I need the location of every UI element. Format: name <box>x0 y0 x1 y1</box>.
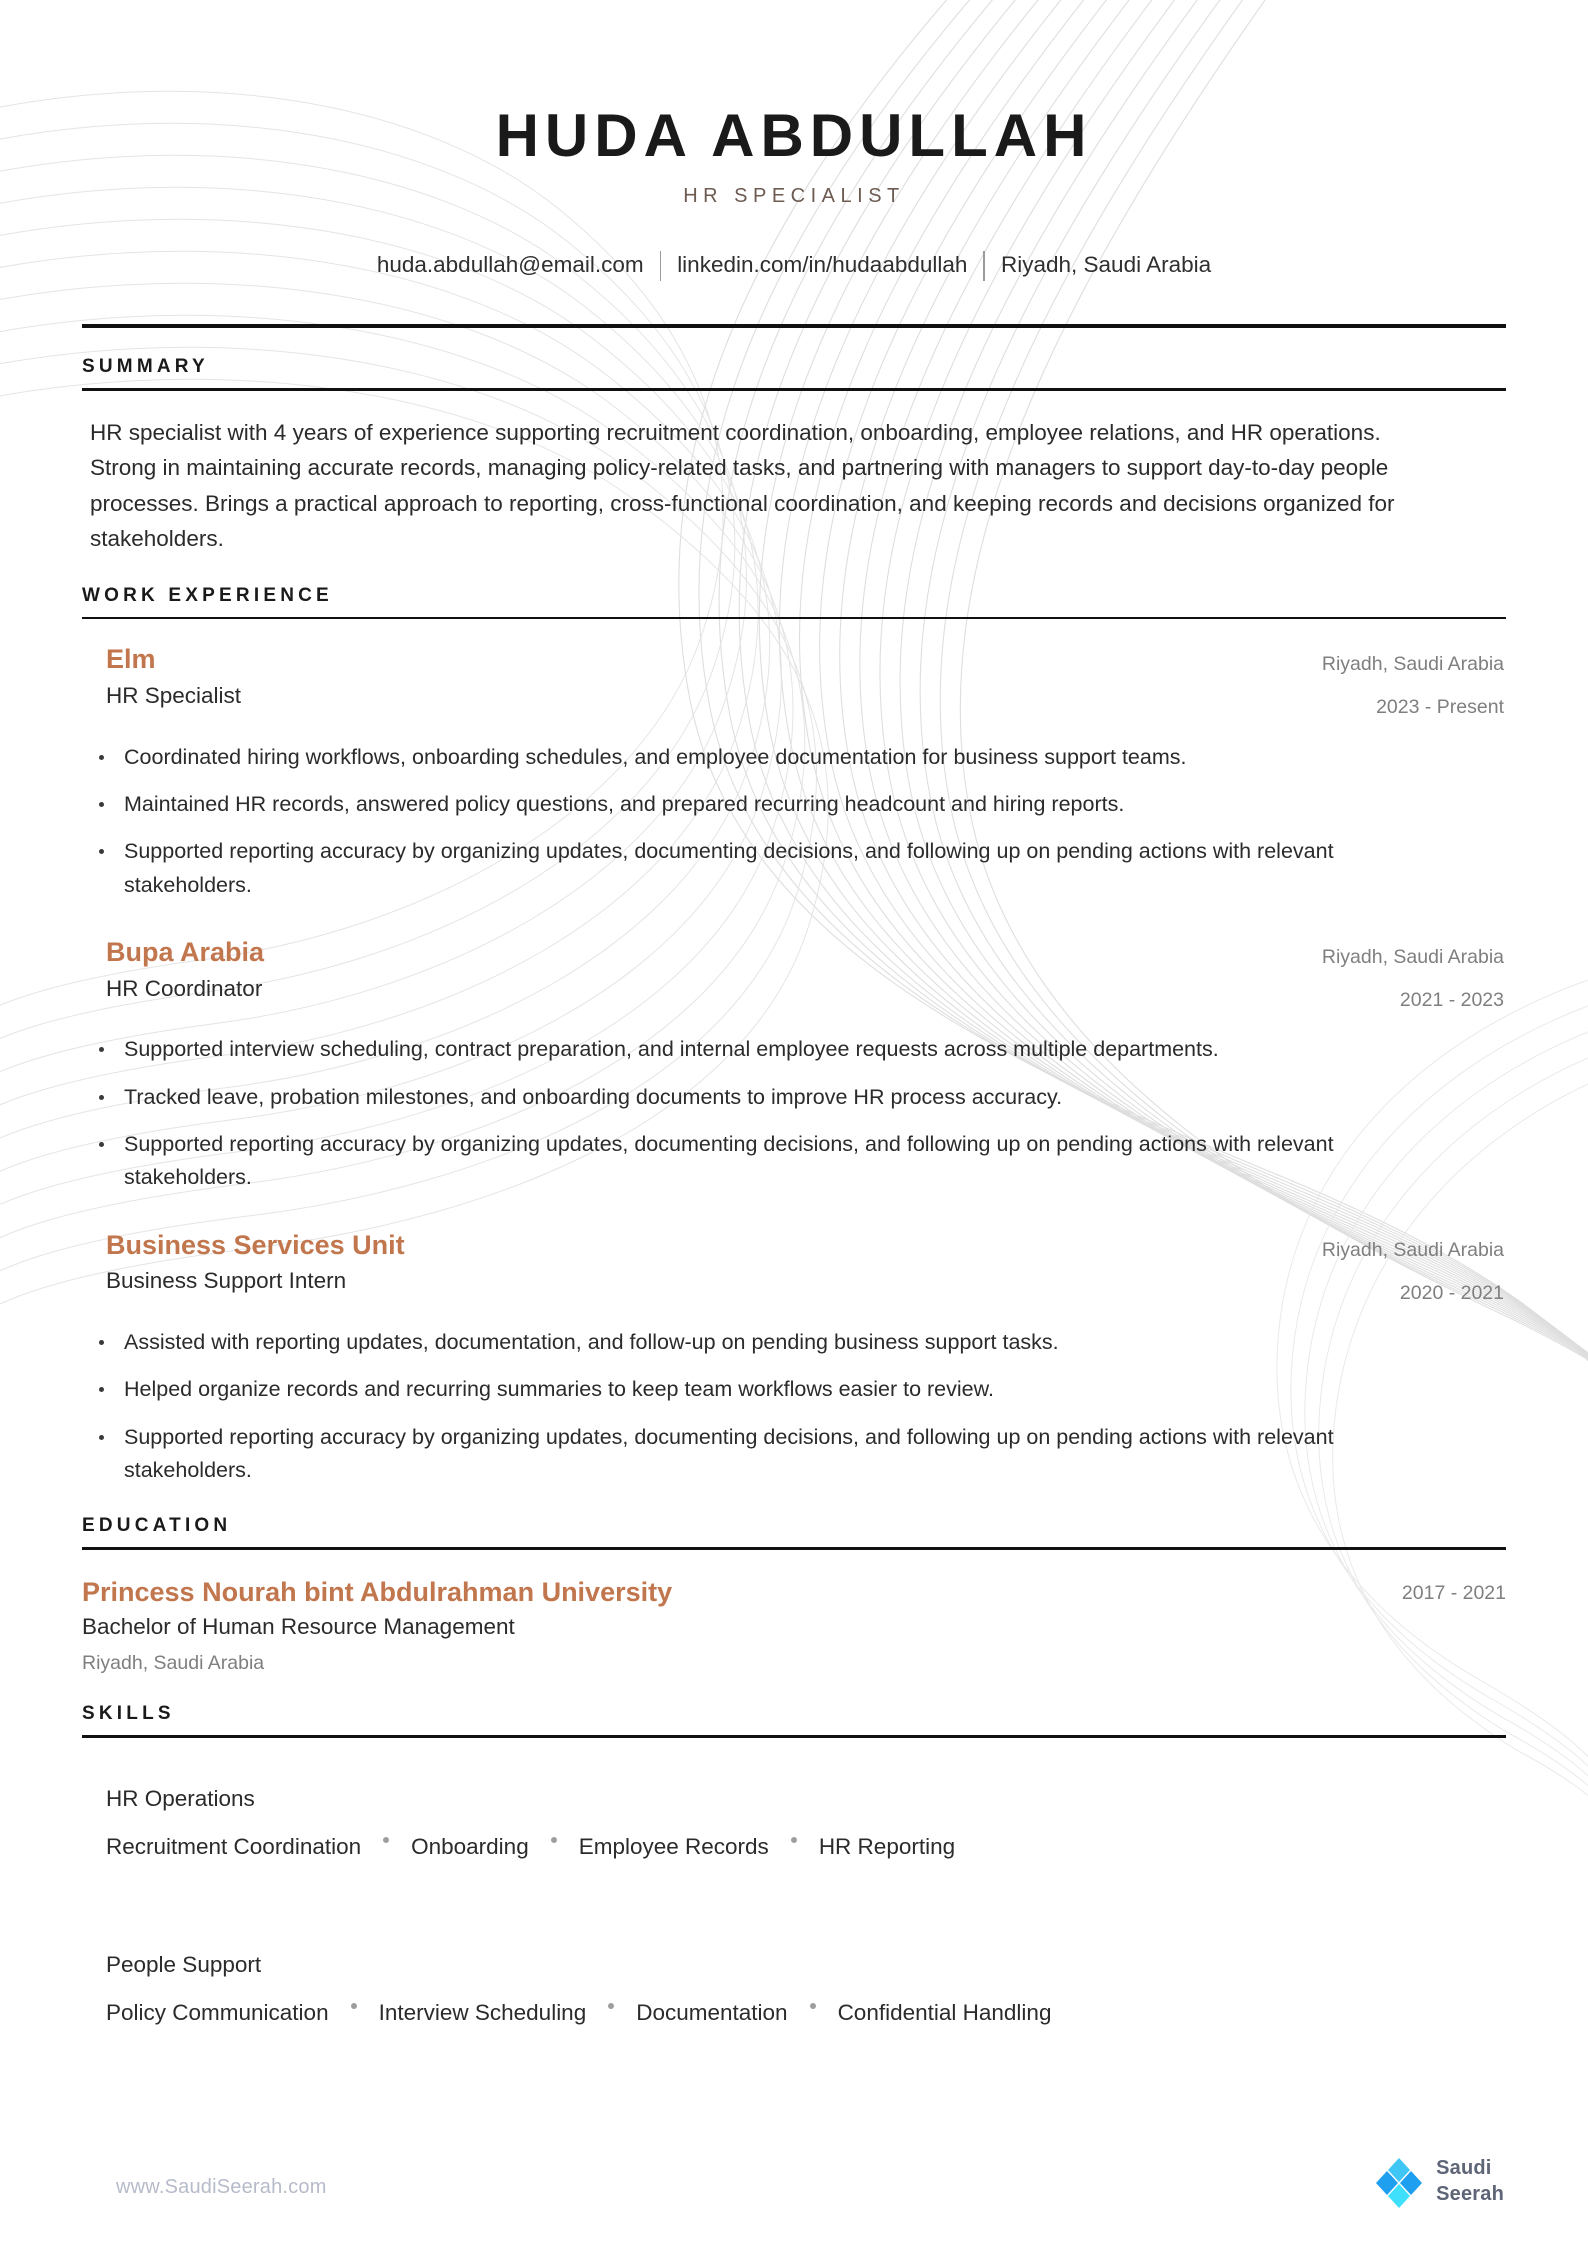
resume-header <box>0 0 1588 280</box>
experience-bullets <box>82 1326 1506 1487</box>
experience-location: Riyadh, Saudi Arabia <box>1321 945 1504 968</box>
contact-info-row <box>0 250 1588 280</box>
skills-section-heading: SKILLS <box>82 1703 175 1725</box>
experience-role: HR Coordinator <box>106 975 263 1001</box>
experience-item-right <box>1322 936 1506 1015</box>
skill-item: Documentation <box>636 1999 788 2025</box>
skills-section <box>82 1675 1506 2026</box>
skill-item: Policy Communication <box>106 1999 329 2025</box>
experience-bullet: Supported reporting accuracy by organizing updates, documenting decisions, and following up on pending actions with relevant stakeholders. <box>82 835 1414 902</box>
experience-list <box>82 643 1506 1487</box>
education-item <box>82 1576 1506 1675</box>
experience-item-header <box>82 1229 1506 1308</box>
experience-section <box>82 557 1506 1488</box>
experience-item-left <box>82 643 241 710</box>
experience-bullets <box>82 1033 1506 1194</box>
experience-item-header <box>82 643 1506 722</box>
brand-name-line2: Seerah <box>1436 2183 1504 2205</box>
experience-company: Elm <box>106 644 156 675</box>
contact-divider-icon <box>983 251 985 281</box>
skill-item: Onboarding <box>411 1833 529 1859</box>
education-degree: Bachelor of Human Resource Management <box>82 1614 515 1640</box>
skill-separator-dot-icon <box>351 2003 357 2009</box>
skill-items-row <box>106 2000 1506 2026</box>
contact-linkedin[interactable]: linkedin.com/in/hudaabdullah <box>677 252 968 277</box>
education-location: Riyadh, Saudi Arabia <box>82 1652 265 1675</box>
skill-item: Confidential Handling <box>837 1999 1052 2025</box>
experience-role: Business Support Intern <box>106 1268 347 1294</box>
contact-email[interactable]: huda.abdullah@email.com <box>376 252 644 277</box>
experience-dates: 2023 - Present <box>1376 696 1504 719</box>
skill-item: Recruitment Coordination <box>106 1833 362 1859</box>
brand-logo <box>1376 2154 1504 2210</box>
education-section-heading: EDUCATION <box>82 1515 232 1537</box>
experience-item-header <box>82 936 1506 1015</box>
experience-item-left <box>82 936 264 1003</box>
skill-group <box>106 1786 1506 1860</box>
experience-role: HR Specialist <box>106 682 242 708</box>
experience-section-heading: WORK EXPERIENCE <box>82 584 333 606</box>
experience-bullet: Supported reporting accuracy by organizing updates, documenting decisions, and following up on pending actions with relevant stakeholders. <box>82 1128 1414 1195</box>
experience-section-divider <box>82 617 1506 620</box>
experience-location: Riyadh, Saudi Arabia <box>1321 1238 1504 1261</box>
saudi-seerah-diamond-icon <box>1376 2154 1422 2210</box>
footer-website-url[interactable]: www.SaudiSeerah.com <box>116 2176 327 2198</box>
experience-item-right <box>1322 1229 1506 1308</box>
contact-location: Riyadh, Saudi Arabia <box>1001 252 1212 277</box>
skill-item: Interview Scheduling <box>378 1999 587 2025</box>
summary-text: HR specialist with 4 years of experience supporting recruitment coordination, onboarding, employee relations, and HR operations. Strong in maintaining accurate records, managing policy-related tasks, and partnering with managers to support day-to-day people processes. Brings a practical approach to reporting, cross-functional coordination, and keeping records and decisions organized for stakeholders. <box>90 419 1395 552</box>
experience-bullet: Maintained HR records, answered policy questions, and prepared recurring headcount and hiring reports. <box>82 788 1414 821</box>
experience-company: Business Services Unit <box>106 1229 405 1260</box>
skill-separator-dot-icon <box>810 2003 816 2009</box>
education-dates: 2017 - 2021 <box>1401 1581 1506 1604</box>
experience-item <box>82 936 1506 1195</box>
experience-item <box>82 1229 1506 1488</box>
summary-section-divider <box>82 388 1506 391</box>
experience-bullet: Tracked leave, probation milestones, and onboarding documents to improve HR process accuracy. <box>82 1081 1414 1114</box>
experience-item-left <box>82 1229 405 1296</box>
skill-item: Employee Records <box>578 1833 769 1859</box>
skill-item: HR Reporting <box>818 1833 956 1859</box>
experience-item <box>82 643 1506 902</box>
experience-bullet: Helped organize records and recurring summaries to keep team workflows easier to review. <box>82 1373 1414 1406</box>
skill-separator-dot-icon <box>551 1837 557 1843</box>
education-section-divider <box>82 1547 1506 1550</box>
candidate-name: HUDA ABDULLAH <box>495 102 1093 169</box>
skill-separator-dot-icon <box>791 1837 797 1843</box>
skill-group <box>106 1952 1506 2026</box>
experience-bullet: Coordinated hiring workflows, onboarding schedules, and employee documentation for business support teams. <box>82 741 1414 774</box>
education-section <box>82 1487 1506 1675</box>
experience-bullet: Assisted with reporting updates, documentation, and follow-up on pending business support tasks. <box>82 1326 1414 1359</box>
summary-section <box>82 328 1506 557</box>
experience-company: Bupa Arabia <box>106 936 265 967</box>
experience-bullet: Supported interview scheduling, contract preparation, and internal employee requests across multiple departments. <box>82 1033 1414 1066</box>
skill-group-title: People Support <box>106 1951 262 1977</box>
summary-section-heading: SUMMARY <box>82 356 209 377</box>
skill-group-title: HR Operations <box>106 1785 255 1811</box>
brand-name <box>1436 2156 1504 2207</box>
page-footer <box>0 2128 1588 2246</box>
skill-separator-dot-icon <box>383 1837 389 1843</box>
candidate-job-title: HR SPECIALIST <box>683 185 905 207</box>
experience-item-right <box>1322 643 1506 722</box>
experience-bullet: Supported reporting accuracy by organizing updates, documenting decisions, and following up on pending actions with relevant stakeholders. <box>82 1421 1414 1488</box>
education-item-header <box>82 1576 1506 1675</box>
contact-divider-icon <box>660 251 662 281</box>
experience-location: Riyadh, Saudi Arabia <box>1321 653 1504 676</box>
education-school: Princess Nourah bint Abdulrahman University <box>82 1576 673 1607</box>
experience-dates: 2021 - 2023 <box>1399 989 1504 1012</box>
skills-section-divider <box>82 1735 1506 1738</box>
experience-bullets <box>82 741 1506 902</box>
skill-items-row <box>106 1834 1506 1860</box>
brand-name-line1: Saudi <box>1436 2157 1492 2180</box>
education-item-left <box>82 1576 672 1675</box>
experience-dates: 2020 - 2021 <box>1399 1281 1504 1304</box>
skills-groups <box>82 1786 1506 2026</box>
skill-separator-dot-icon <box>608 2003 614 2009</box>
